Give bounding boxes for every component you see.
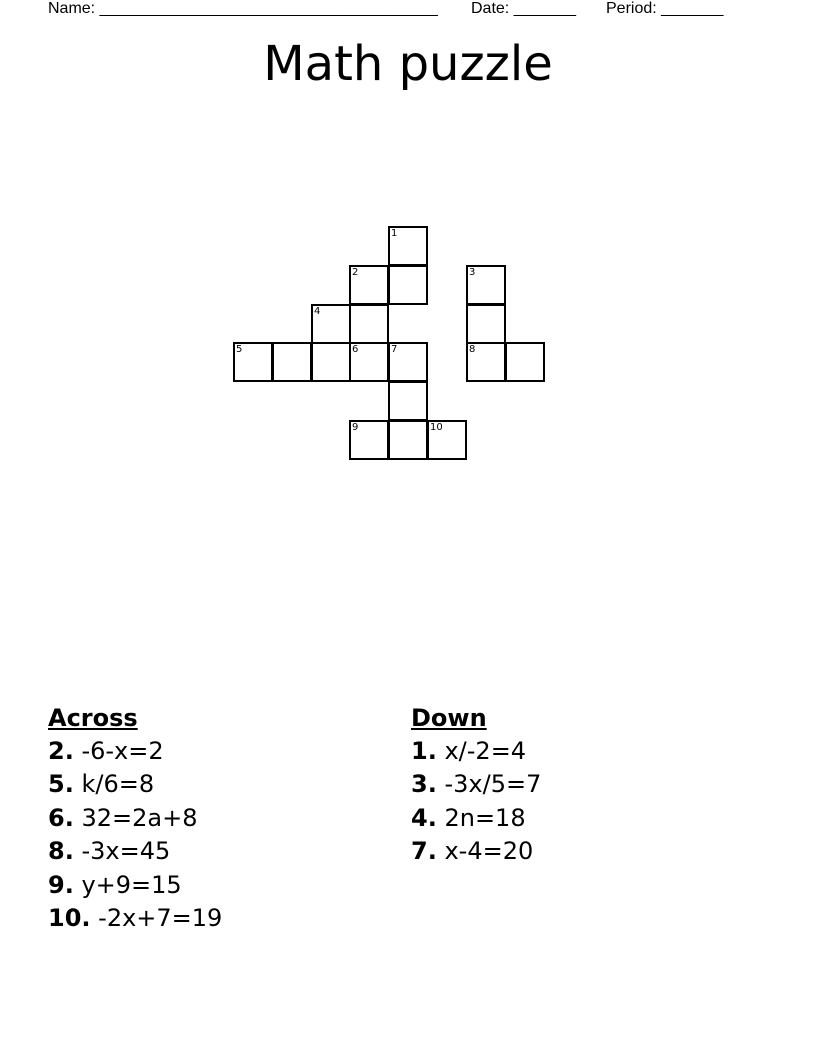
clue-text: x/-2=4 bbox=[444, 737, 527, 765]
cell-number: 1 bbox=[391, 228, 398, 239]
clue-number: 7. bbox=[411, 837, 437, 866]
down-clue bbox=[411, 735, 541, 768]
cell-number: 10 bbox=[430, 422, 443, 433]
clue-number: 1. bbox=[411, 737, 437, 765]
down-clue bbox=[411, 835, 541, 868]
down-clue bbox=[411, 802, 541, 835]
across-clue-list bbox=[48, 735, 222, 935]
crossword-cell[interactable] bbox=[349, 265, 389, 305]
clue-text: y+9=15 bbox=[81, 870, 182, 899]
cell-number: 5 bbox=[236, 344, 243, 355]
crossword-cell[interactable] bbox=[388, 420, 428, 460]
crossword-cell[interactable] bbox=[349, 420, 389, 460]
page-title: Math puzzle bbox=[263, 36, 553, 92]
cell-number: 2 bbox=[352, 267, 359, 278]
clue-number: 3. bbox=[411, 770, 437, 799]
clue-number: 8. bbox=[48, 837, 74, 866]
crossword-cell[interactable] bbox=[349, 342, 389, 382]
cell-number: 9 bbox=[352, 422, 359, 433]
crossword-cell[interactable] bbox=[311, 304, 351, 344]
across-clue bbox=[48, 869, 222, 902]
date-field-label[interactable]: Date: _______ bbox=[471, 0, 576, 17]
clue-number: 10. bbox=[48, 904, 91, 933]
crossword-cell[interactable] bbox=[272, 342, 312, 382]
crossword-cell[interactable] bbox=[427, 420, 467, 460]
crossword-cell[interactable] bbox=[388, 265, 428, 305]
period-field-label[interactable]: Period: _______ bbox=[606, 0, 724, 17]
crossword-cell[interactable] bbox=[233, 342, 273, 382]
clue-text: -3x/5=7 bbox=[444, 770, 542, 799]
crossword-cell[interactable] bbox=[388, 226, 428, 266]
clue-text: k/6=8 bbox=[81, 770, 155, 799]
crossword-cell[interactable] bbox=[466, 265, 506, 305]
clue-text: -2x+7=19 bbox=[98, 904, 223, 933]
cell-number: 8 bbox=[469, 344, 476, 355]
clue-number: 9. bbox=[48, 870, 74, 899]
clue-text: -3x=45 bbox=[81, 837, 171, 866]
clue-number: 5. bbox=[48, 770, 74, 799]
clue-text: x-4=20 bbox=[444, 837, 534, 866]
down-heading: Down bbox=[411, 704, 487, 732]
across-clue bbox=[48, 835, 222, 868]
clue-number: 4. bbox=[411, 803, 437, 832]
across-heading: Across bbox=[48, 704, 138, 732]
crossword-cell[interactable] bbox=[505, 342, 545, 382]
clue-text: 2n=18 bbox=[444, 803, 526, 832]
cell-number: 3 bbox=[469, 267, 476, 278]
down-clue-list bbox=[411, 735, 541, 869]
down-clue bbox=[411, 768, 541, 801]
across-clue bbox=[48, 768, 222, 801]
crossword-cell[interactable] bbox=[388, 342, 428, 382]
crossword-cell[interactable] bbox=[466, 304, 506, 344]
clue-text: 32=2a+8 bbox=[81, 803, 198, 832]
cell-number: 4 bbox=[314, 306, 321, 317]
crossword-cell[interactable] bbox=[388, 381, 428, 421]
crossword-cell[interactable] bbox=[466, 342, 506, 382]
name-field-label[interactable]: Name: ______________________________________ bbox=[48, 0, 438, 17]
clue-number: 2. bbox=[48, 737, 74, 765]
across-clue bbox=[48, 802, 222, 835]
across-clue bbox=[48, 735, 222, 768]
clue-number: 6. bbox=[48, 803, 74, 832]
across-clue bbox=[48, 902, 222, 935]
clue-text: -6-x=2 bbox=[81, 737, 164, 765]
cell-number: 7 bbox=[391, 344, 398, 355]
cell-number: 6 bbox=[352, 344, 359, 355]
crossword-cell[interactable] bbox=[349, 304, 389, 344]
crossword-cell[interactable] bbox=[311, 342, 351, 382]
across-clues bbox=[48, 701, 222, 935]
down-clues bbox=[411, 701, 541, 869]
